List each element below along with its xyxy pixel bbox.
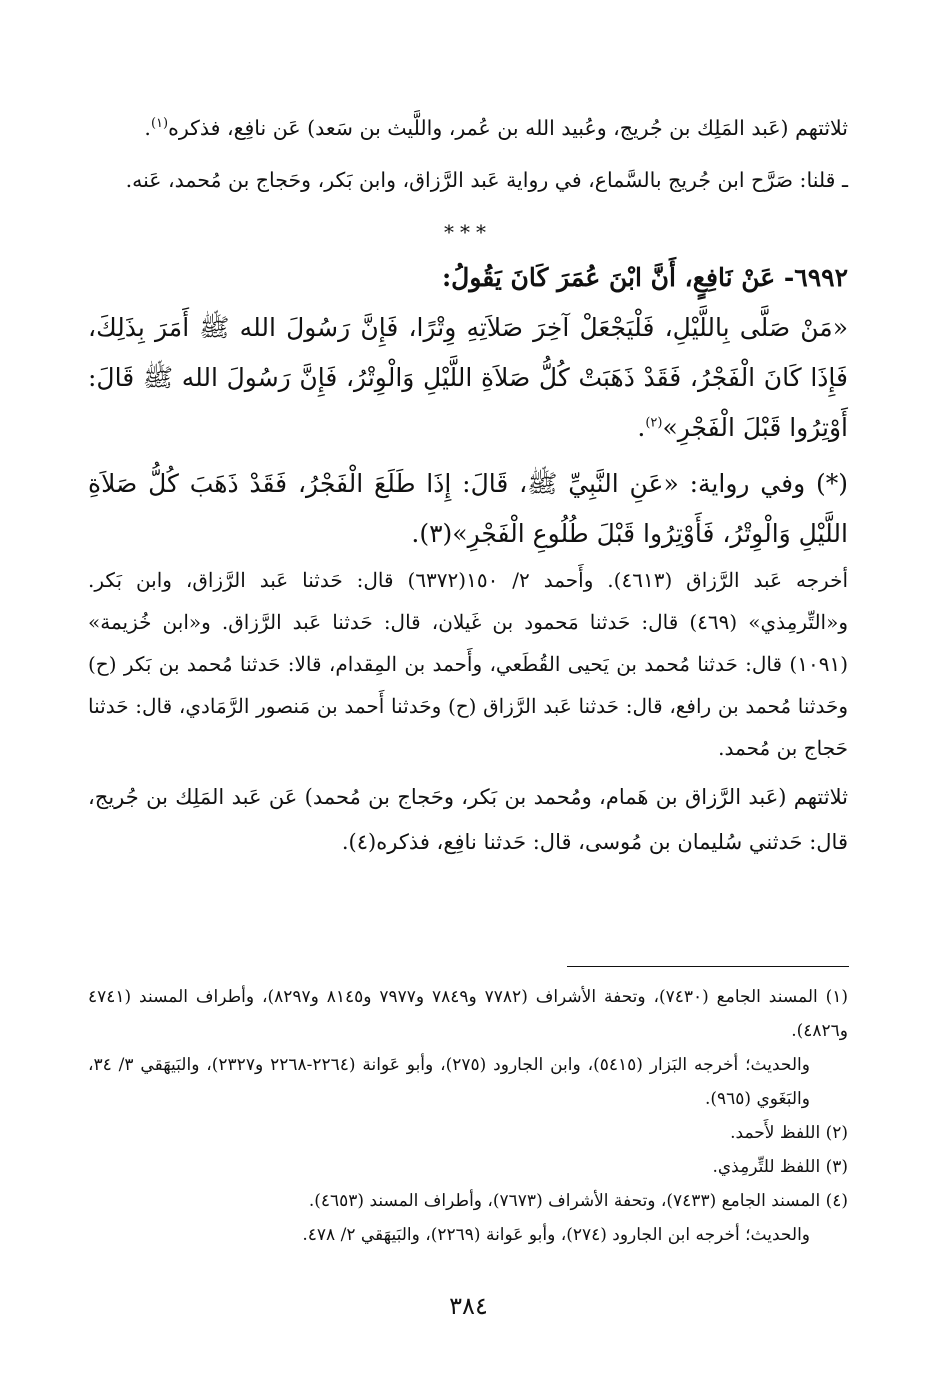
hadith-body: «مَنْ صَلَّى بِاللَّيْلِ، فَلْيَجْعَلْ آخِرَ صَلاَتِهِ وِتْرًا، فَإِنَّ رَسُولَ الله ﷺ أَمَرَ بِذَلِكَ، فَإِذَا كَانَ الْفَجْرُ، فَقَدْ ذَهَبَتْ كُلُّ صَلاَةِ اللَّيْلِ وَالْوِتْرُ، فَإِنَّ رَسُولَ الله ﷺ قَالَ: أَوْتِرُوا قَبْلَ الْفَجْرِ»	[88, 313, 848, 442]
footnote-1-continuation: والحديث؛ أخرجه البَزار (٥٤١٥)، وابن الجارود (٢٧٥)، وأبو عَوانة (٢٢٦٤-٢٢٦٨ و٢٣٢٧)، والبَيهَقي ٣/ ٣٤، والبَغَوي (٩٦٥).	[88, 1055, 810, 1109]
chain-paragraph	[88, 775, 848, 865]
footnote-ref-3[interactable]: (٣)	[419, 519, 453, 548]
footnote-ref-4[interactable]: (٤)	[348, 830, 377, 854]
main-text	[88, 105, 848, 865]
takhrij-paragraph: أخرجه عَبد الرَّزاق (٤٦١٣). وأَحمد ٢/ ١٥٠(٦٣٧٢) قال: حَدثنا عَبد الرَّزاق، وابن بَكر. و«التِّرمِذي» (٤٦٩) قال: حَدثنا مَحمود بن غَيلان، قال: حَدثنا عَبد الرَّزاق. و«ابن خُزيمة» (١٠٩١) قال: حَدثنا مُحمد بن يَحيى القُطَعي، وأَحمد بن المِقدام، قالا: حَدثنا مُحمد بن بَكر (ح) وحَدثنا مُحمد بن رافع، قال: حَدثنا عَبد الرَّزاق (ح) وحَدثنا أَحمد بن مَنصور الرَّمَادي، قال: حَدثنا حَجاج بن مُحمد.	[88, 568, 848, 760]
paragraph-narrators	[88, 105, 848, 151]
paragraph-note: ـ قلنا: صَرَّح ابن جُريج بالسَّماع، في رواية عَبد الرَّزاق، وابن بَكر، وحَجاج بن مُحمد، عَنه.	[125, 168, 848, 192]
hadith-header: ٦٩٩٢- عَنْ نَافِعٍ، أَنَّ ابْنَ عُمَرَ كَانَ يَقُولُ:	[441, 263, 848, 292]
footnotes	[88, 980, 848, 1252]
page-number: ٣٨٤	[449, 1292, 488, 1320]
paragraph-end: .	[144, 116, 151, 140]
hadith-variant	[88, 459, 848, 559]
footnote-2: (٢) اللفظ لأَحمد.	[730, 1123, 848, 1143]
footnote-1: (١) المسند الجامع (٧٤٣٠)، وتحفة الأشراف (٧٧٨٢ و٧٨٤٩ و٧٩٧٧ و٨١٤٥ و٨٢٩٧)، وأطراف المسند (٤٧٤١ و٤٨٢٦).	[88, 987, 849, 1041]
footnote-ref-2[interactable]: (٢)	[645, 415, 663, 431]
paragraph-narrators-text: ثلاثتهم (عَبد المَلِك بن جُريج، وعُبيد الله بن عُمر، واللَّيث بن سَعد) عَن نافِع، فذكره	[168, 116, 848, 140]
variant-body: (*) وفي رواية: «عَنِ النَّبِيِّ ﷺ، قَالَ: إِذَا طَلَعَ الْفَجْرُ، فَقَدْ ذَهَبَ كُلُّ صَلاَةِ اللَّيْلِ وَالْوِتْرُ، فَأَوْتِرُوا قَبْلَ طُلُوعِ الْفَجْرِ»	[88, 469, 848, 548]
footnote-4: (٤) المسند الجامع (٧٤٣٣)، وتحفة الأشراف (٧٦٧٣)، وأطراف المسند (٤٦٥٣).	[308, 1191, 848, 1211]
hadith-end: .	[637, 413, 646, 442]
footnote-divider	[567, 966, 849, 967]
chain-body: ثلاثتهم (عَبد الرَّزاق بن هَمام، ومُحمد بن بَكر، وحَجاج بن مُحمد) عَن عَبد المَلِك بن جُريج، قال: حَدثني سُليمان بن مُوسى، قال: حَدثنا نافِع، فذكره	[88, 785, 848, 854]
section-separator: ***	[444, 220, 492, 244]
variant-end: .	[411, 519, 420, 548]
footnote-ref-1[interactable]: (١)	[150, 116, 169, 132]
chain-end: .	[341, 830, 349, 854]
hadith-text	[88, 303, 848, 453]
footnote-4-continuation: والحديث؛ أخرجه ابن الجارود (٢٧٤)، وأبو عَوانة (٢٢٦٩)، والبَيهَقي ٢/ ٤٧٨.	[302, 1225, 810, 1245]
footnote-3: (٣) اللفظ للتِّرمِذي.	[712, 1157, 848, 1177]
